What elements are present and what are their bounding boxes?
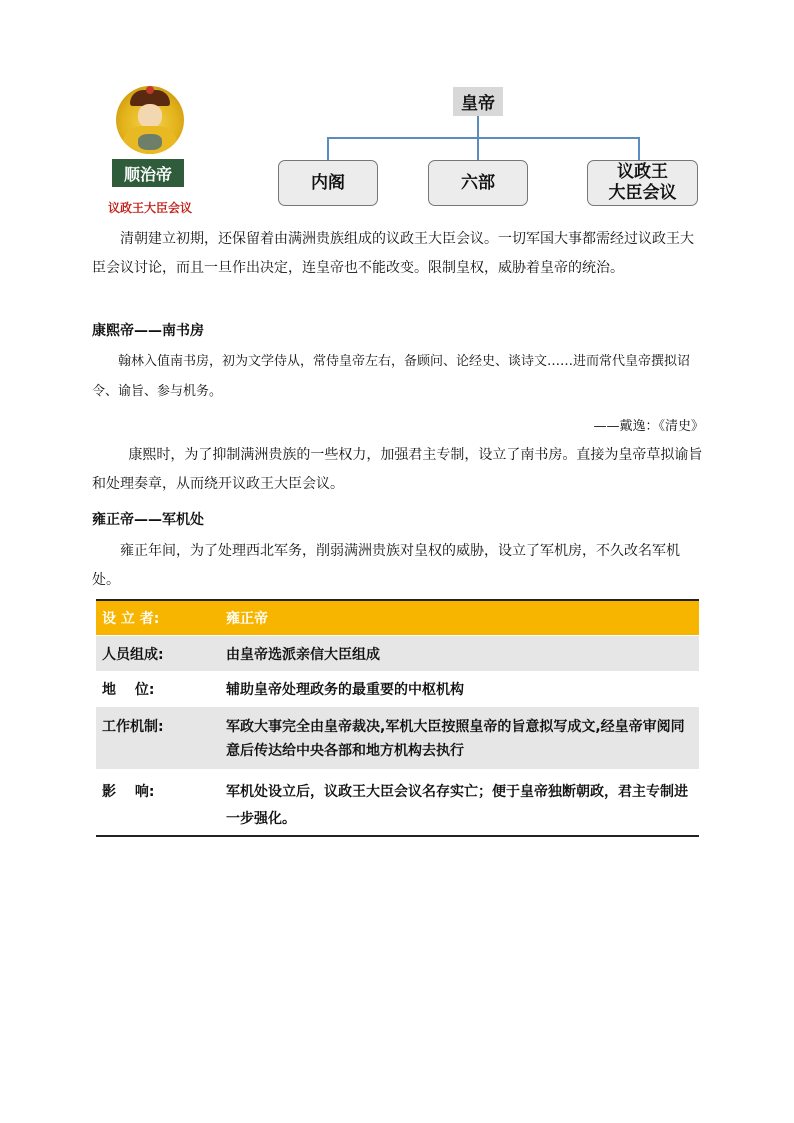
org-connector-left bbox=[327, 137, 329, 160]
yongzheng-paragraph: 雍正年间，为了处理西北军务，削弱满洲贵族对皇权的威胁，设立了军机房，不久改名军机处。 bbox=[92, 543, 680, 588]
org-node-emperor: 皇帝 bbox=[453, 87, 503, 116]
face-shape bbox=[138, 104, 162, 128]
table-value: 军政大事完全由皇帝裁决,军机大臣按照皇帝的旨意拟写成文,经皇帝审阅同意后传达给中央各部和地方机构去执行 bbox=[226, 719, 685, 759]
table-value: 雍正帝 bbox=[226, 611, 268, 627]
kangxi-paragraph: 康熙时，为了抑制满洲贵族的一些权力，加强君主专制，设立了南书房。直接为皇帝草拟谕旨和处理奏章，从而绕开议政王大臣会议。 bbox=[92, 447, 703, 492]
org-node-deliberative-council-line2: 大臣会议 bbox=[608, 183, 677, 203]
table-row bbox=[96, 707, 699, 769]
table-key: 工作机制: bbox=[102, 719, 164, 735]
org-connector-vertical-top bbox=[477, 116, 479, 138]
kangxi-quote: 翰林入值南书房，初为文学侍从，常侍皇帝左右，备顾问、论经史、谈诗文……进而常代皇帝撰拟诏令、谕旨、参与机务。 bbox=[92, 354, 691, 399]
emperor-name-label: 顺治帝 bbox=[112, 159, 184, 187]
org-connector-right bbox=[638, 137, 640, 160]
org-node-grand-secretariat: 内阁 bbox=[278, 160, 378, 206]
org-node-deliberative-council-line1: 议政王 bbox=[617, 162, 668, 182]
table-row bbox=[96, 635, 699, 671]
org-node-deliberative-council bbox=[587, 160, 698, 206]
table-row bbox=[96, 601, 699, 635]
org-connector-horizontal bbox=[327, 137, 640, 139]
kangxi-quote-source: ——戴逸：《清史》 bbox=[593, 419, 704, 434]
robe-emblem bbox=[138, 134, 162, 150]
table-key: 设 立 者: bbox=[102, 611, 160, 627]
yongzheng-heading: 雍正帝——军机处 bbox=[92, 512, 204, 528]
org-connector-middle bbox=[477, 137, 479, 160]
table-key: 地 位: bbox=[102, 682, 155, 698]
table-value: 军机处设立后，议政王大臣会议名存实亡；便于皇帝独断朝政，君主专制进一步强化。 bbox=[226, 784, 688, 827]
emperor-portrait bbox=[116, 86, 184, 154]
kangxi-heading: 康熙帝——南书房 bbox=[92, 323, 204, 339]
table-row bbox=[96, 671, 699, 707]
table-value: 辅助皇帝处理政务的最重要的中枢机构 bbox=[226, 682, 464, 698]
org-node-six-ministries: 六部 bbox=[428, 160, 528, 206]
intro-paragraph: 清朝建立初期，还保留着由满洲贵族组成的议政王大臣会议。一切军国大事都需经过议政王大臣会议讨论，而且一旦作出决定，连皇帝也不能改变。限制皇权，威胁着皇帝的统治。 bbox=[92, 231, 694, 276]
table-key: 影 响: bbox=[102, 784, 155, 800]
emperor-caption: 议政王大臣会议 bbox=[107, 201, 192, 215]
grand-council-table bbox=[96, 599, 699, 837]
table-key: 人员组成: bbox=[102, 646, 164, 663]
table-value: 由皇帝选派亲信大臣组成 bbox=[226, 646, 380, 663]
table-row bbox=[96, 769, 699, 835]
hat-finial bbox=[146, 86, 154, 94]
